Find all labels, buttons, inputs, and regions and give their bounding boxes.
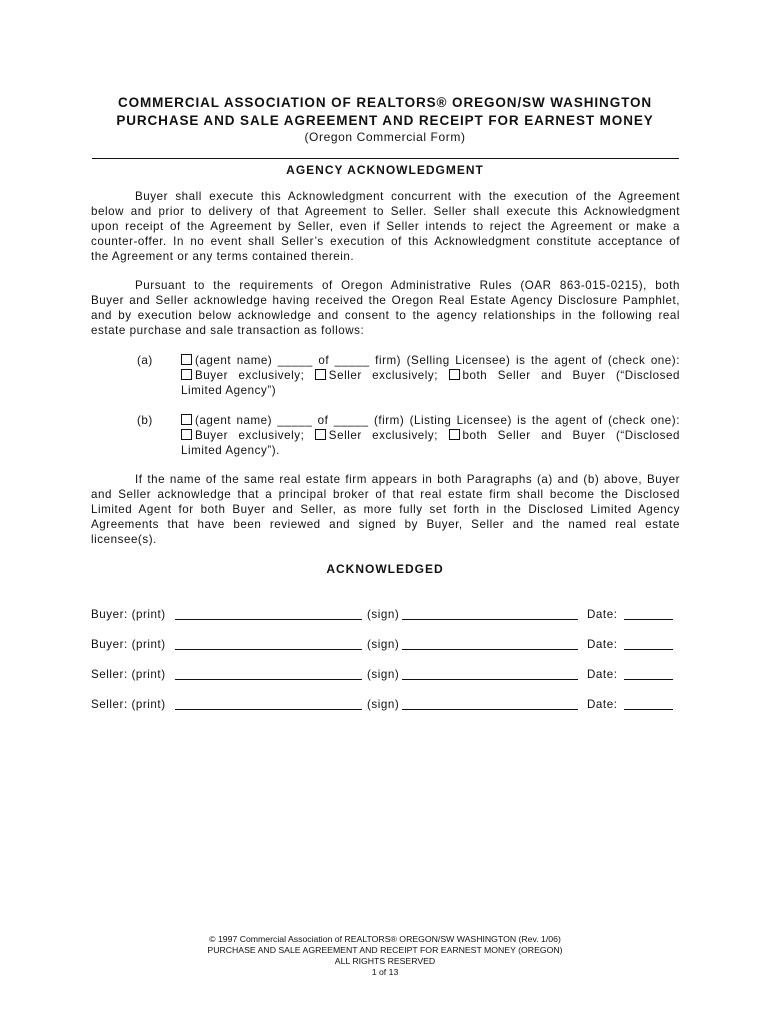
item-a-body: [181, 353, 680, 398]
signature-row: [91, 637, 680, 653]
buyer-exclusively-checkbox[interactable]: [181, 369, 192, 380]
paragraph-line: and Seller acknowledge that a principal broker of that real estate firm shall become the Disclosed: [91, 488, 680, 501]
paragraph-line: upon receipt of the Agreement by Seller, even if Seller intends to reject the Agreement or make a: [91, 220, 680, 233]
print-label: Buyer: (print): [91, 608, 166, 621]
date-field[interactable]: [624, 649, 673, 650]
print-name-field[interactable]: [175, 619, 362, 620]
agent-checkbox[interactable]: [181, 354, 192, 365]
item-b-text: (agent name) _____ of _____ (firm) (Listing Licensee) is the agent of (check one):: [195, 414, 680, 427]
buyer-exclusively-label: Buyer exclusively;: [195, 429, 305, 442]
print-name-field[interactable]: [175, 679, 362, 680]
seller-exclusively-checkbox[interactable]: [315, 429, 326, 440]
form-title-line1: COMMERCIAL ASSOCIATION OF REALTORS® OREGON/SW WASHINGTON: [117, 95, 653, 110]
sign-label: (sign): [367, 638, 400, 651]
item-a-line1: [181, 353, 680, 368]
paragraph-same-firm: [91, 472, 680, 547]
signature-field[interactable]: [402, 679, 578, 680]
date-label: Date:: [587, 638, 618, 651]
paragraph-line: counter-offer. In no event shall Seller’s execution of this Acknowledgment constitute acceptance of: [91, 235, 680, 248]
paragraph-line: below and prior to delivery of that Agreement to Seller. Seller shall execute this Acknowledgment: [91, 205, 680, 218]
date-field[interactable]: [624, 679, 673, 680]
sign-label: (sign): [367, 608, 400, 621]
paragraph-line: estate purchase and sale transaction as follows:: [91, 324, 365, 337]
signature-field[interactable]: [402, 709, 578, 710]
buyer-exclusively-label: Buyer exclusively;: [195, 369, 305, 382]
signature-field[interactable]: [402, 649, 578, 650]
buyer-exclusively-checkbox[interactable]: [181, 429, 192, 440]
item-b-line3: Limited Agency”).: [181, 444, 280, 457]
date-label: Date:: [587, 608, 618, 621]
item-a-label: (a): [137, 354, 153, 367]
footer-rights: ALL RIGHTS RESERVED: [334, 956, 436, 966]
date-label: Date:: [587, 668, 618, 681]
paragraph-intro: [91, 189, 680, 264]
date-field[interactable]: [624, 619, 673, 620]
sign-label: (sign): [367, 698, 400, 711]
paragraph-line: Buyer shall execute this Acknowledgment concurrent with the execution of the Agreement: [135, 190, 680, 203]
paragraph-oar: [91, 278, 680, 338]
date-label: Date:: [587, 698, 618, 711]
print-name-field[interactable]: [175, 709, 362, 710]
agent-checkbox[interactable]: [181, 414, 192, 425]
footer-form-name: PURCHASE AND SALE AGREEMENT AND RECEIPT FOR EARNEST MONEY (OREGON): [207, 945, 563, 955]
both-checkbox[interactable]: [449, 369, 460, 380]
signature-row: [91, 697, 680, 713]
footer-copyright: © 1997 Commercial Association of REALTORS® OREGON/SW WASHINGTON (Rev. 1/06): [209, 934, 561, 944]
item-b-body: [181, 413, 680, 458]
item-b-label: (b): [137, 414, 153, 427]
both-label: both Seller and Buyer (“Disclosed: [462, 429, 680, 442]
sign-label: (sign): [367, 668, 400, 681]
form-subtitle: (Oregon Commercial Form): [304, 130, 466, 144]
acknowledged-heading: ACKNOWLEDGED: [326, 562, 444, 576]
item-a-line3: Limited Agency”): [181, 384, 277, 397]
paragraph-line: the Agreement or any terms contained therein.: [91, 250, 355, 263]
item-a-options: [181, 368, 680, 383]
page-number: 1 of 13: [371, 967, 399, 977]
date-field[interactable]: [624, 709, 673, 710]
signature-row: [91, 607, 680, 623]
seller-exclusively-label: Seller exclusively;: [328, 369, 439, 382]
paragraph-line: If the name of the same real estate firm appears in both Paragraphs (a) and (b) above, Buyer: [135, 473, 680, 486]
paragraph-line: Limited Agent for both Buyer and Seller, as more fully set forth in the Disclosed Limited Agency: [91, 503, 680, 516]
section-heading: AGENCY ACKNOWLEDGMENT: [286, 163, 484, 177]
print-label: Seller: (print): [91, 698, 166, 711]
signature-field[interactable]: [402, 619, 578, 620]
paragraph-line: licensee(s).: [91, 533, 157, 546]
signature-row: [91, 667, 680, 683]
item-b-line1: [181, 413, 680, 428]
print-label: Seller: (print): [91, 668, 166, 681]
both-checkbox[interactable]: [449, 429, 460, 440]
both-label: both Seller and Buyer (“Disclosed: [462, 369, 680, 382]
seller-exclusively-checkbox[interactable]: [315, 369, 326, 380]
item-a-text: (agent name) _____ of _____ firm) (Selling Licensee) is the agent of (check one):: [195, 354, 680, 367]
paragraph-line: and by execution below acknowledge and consent to the agency relationships in the following real: [91, 309, 680, 322]
footer: [0, 934, 770, 978]
paragraph-line: Pursuant to the requirements of Oregon Administrative Rules (OAR 863-015-0215), both: [135, 279, 680, 292]
print-label: Buyer: (print): [91, 638, 166, 651]
title-divider: [92, 158, 679, 159]
seller-exclusively-label: Seller exclusively;: [328, 429, 439, 442]
paragraph-line: Agreements that have been reviewed and signed by Buyer, Seller and the named real estate: [91, 518, 680, 531]
paragraph-line: Buyer and Seller acknowledge having received the Oregon Real Estate Agency Disclosure Pamphlet,: [91, 294, 680, 307]
form-title-line2: PURCHASE AND SALE AGREEMENT AND RECEIPT FOR EARNEST MONEY: [116, 113, 654, 128]
item-b-options: [181, 428, 680, 443]
print-name-field[interactable]: [175, 649, 362, 650]
